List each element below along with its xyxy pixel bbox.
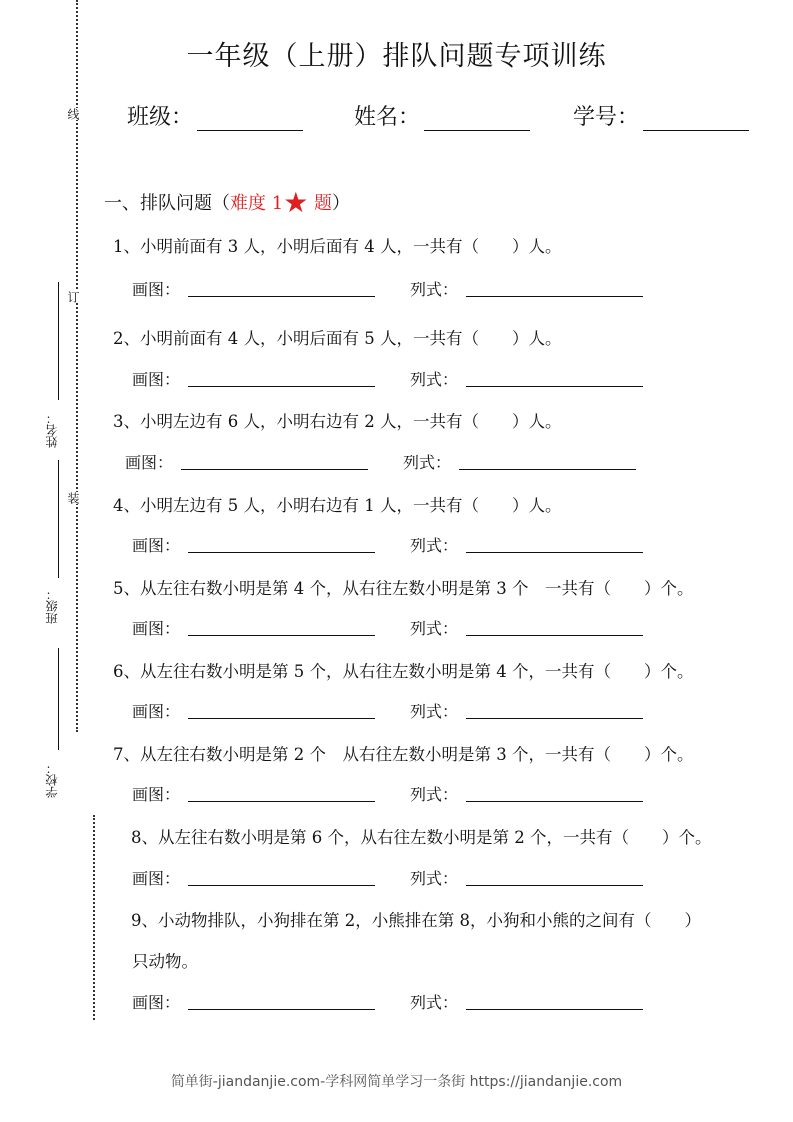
draw-answer-line[interactable] bbox=[188, 386, 375, 387]
draw-label: 画图： bbox=[132, 869, 181, 888]
formula-answer-line[interactable] bbox=[466, 885, 643, 886]
margin-mark-bind: 订 bbox=[66, 291, 80, 303]
draw-answer-line[interactable] bbox=[188, 635, 375, 636]
formula-answer-line[interactable] bbox=[459, 469, 636, 470]
class-field[interactable] bbox=[127, 100, 303, 131]
formula-label: 列式： bbox=[410, 536, 459, 555]
formula-label: 列式： bbox=[410, 785, 459, 804]
id-field[interactable] bbox=[573, 100, 749, 131]
draw-label: 画图： bbox=[132, 619, 181, 638]
section-heading bbox=[104, 186, 351, 219]
question-9: 9、小动物排队，小狗排在第 2，小熊排在第 8，小狗和小熊的之间有（ ） bbox=[131, 911, 701, 930]
draw-answer-line[interactable] bbox=[188, 801, 375, 802]
draw-label: 画图： bbox=[132, 993, 181, 1012]
question-6: 6、从左往右数小明是第 5 个，从右往左数小明是第 4 个，一共有（ ）个。 bbox=[113, 662, 694, 681]
question-8: 8、从左往右数小明是第 6 个，从右往左数小明是第 2 个，一共有（ ）个。 bbox=[131, 828, 712, 847]
question-4: 4、小明左边有 5 人，小明右边有 1 人，一共有（ ）人。 bbox=[113, 496, 562, 515]
question-2: 2、小明前面有 4 人，小明后面有 5 人，一共有（ ）人。 bbox=[113, 329, 562, 348]
draw-answer-line[interactable] bbox=[188, 552, 375, 553]
margin-school-line bbox=[58, 648, 59, 750]
formula-answer-line[interactable] bbox=[466, 296, 643, 297]
draw-answer-line[interactable] bbox=[188, 885, 375, 886]
formula-label: 列式： bbox=[410, 370, 459, 389]
id-blank[interactable] bbox=[643, 108, 749, 131]
draw-answer-line[interactable] bbox=[181, 469, 368, 470]
footer: 简单街-jiandanjie.com-学科网简单学习一条街 https://jiandanjie.com bbox=[170, 1074, 623, 1090]
section-close: ） bbox=[332, 193, 351, 214]
question-9-cont: 只动物。 bbox=[132, 952, 198, 971]
draw-label: 画图： bbox=[132, 785, 181, 804]
draw-label: 画图： bbox=[132, 370, 181, 389]
margin-name-label: 姓名： bbox=[45, 412, 59, 448]
class-blank[interactable] bbox=[197, 108, 303, 131]
margin-class-label: 班级： bbox=[45, 588, 59, 624]
difficulty-label: 难度 1 bbox=[230, 193, 284, 214]
page-title: 一年级（上册）排队问题专项训练 bbox=[186, 41, 607, 72]
formula-answer-line[interactable] bbox=[466, 552, 643, 553]
margin-name-line bbox=[58, 282, 59, 400]
formula-answer-line[interactable] bbox=[466, 801, 643, 802]
formula-label: 列式： bbox=[410, 280, 459, 299]
formula-label: 列式： bbox=[403, 453, 452, 472]
name-label: 姓名： bbox=[354, 105, 421, 130]
draw-label: 画图： bbox=[132, 702, 181, 721]
formula-label: 列式： bbox=[410, 993, 459, 1012]
draw-answer-line[interactable] bbox=[188, 718, 375, 719]
formula-answer-line[interactable] bbox=[466, 718, 643, 719]
name-field[interactable] bbox=[354, 100, 530, 131]
difficulty-suffix: 题 bbox=[308, 193, 333, 214]
draw-label: 画图： bbox=[132, 280, 181, 299]
question-5: 5、从左往右数小明是第 4 个，从右往左数小明是第 3 个 一共有（ ）个。 bbox=[113, 579, 694, 598]
formula-label: 列式： bbox=[410, 619, 459, 638]
question-7: 7、从左往右数小明是第 2 个 从右往左数小明是第 3 个，一共有（ ）个。 bbox=[113, 745, 694, 764]
name-blank[interactable] bbox=[424, 108, 530, 131]
question-3: 3、小明左边有 6 人，小明右边有 2 人，一共有（ ）人。 bbox=[113, 412, 562, 431]
draw-answer-line[interactable] bbox=[188, 296, 375, 297]
class-label: 班级： bbox=[127, 105, 194, 130]
margin-mark-line: 线 bbox=[66, 108, 80, 120]
formula-answer-line[interactable] bbox=[466, 635, 643, 636]
star-icon: ★ bbox=[283, 186, 309, 219]
draw-answer-line[interactable] bbox=[188, 1009, 375, 1010]
draw-label: 画图： bbox=[125, 453, 174, 472]
id-label: 学号： bbox=[573, 105, 640, 130]
margin-class-line bbox=[58, 460, 59, 578]
draw-label: 画图： bbox=[132, 536, 181, 555]
question-1: 1、小明前面有 3 人，小明后面有 4 人，一共有（ ）人。 bbox=[113, 237, 562, 256]
formula-answer-line[interactable] bbox=[466, 1009, 643, 1010]
margin-school-label: 学校： bbox=[45, 762, 59, 798]
formula-label: 列式： bbox=[410, 869, 459, 888]
formula-label: 列式： bbox=[410, 702, 459, 721]
formula-answer-line[interactable] bbox=[466, 386, 643, 387]
binding-dotted-line-lower bbox=[93, 815, 95, 1020]
section-title: 一、排队问题（ bbox=[104, 193, 230, 214]
margin-mark-install: 装 bbox=[66, 492, 80, 504]
